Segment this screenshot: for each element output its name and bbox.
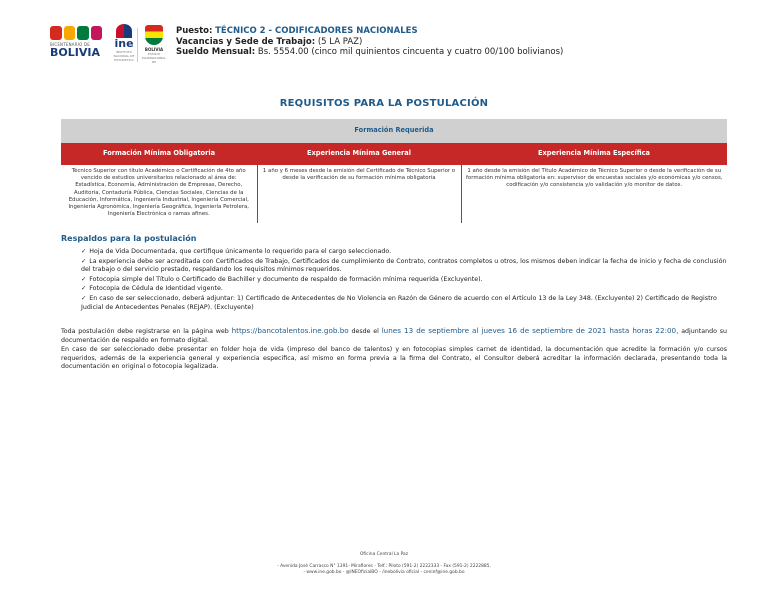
respaldos-section [61, 234, 731, 313]
estado-logo-text: BOLIVIA [144, 47, 164, 52]
registration-text-c: adjuntando su documentación de respaldo en formato digital. [61, 328, 727, 344]
page-footer [0, 552, 768, 576]
list-item-text: En caso de ser seleccionado, deberá adjuntar: 1) Certificado de Antecedentes de No Violencia en Razón de Género de acuerdo con el Artículo 13 de la Ley 348. (Excluyente) 2) Certificado de Registro Judicial de Antecedentes Penales (REJAP). (Excluyente) [81, 294, 717, 311]
list-item [81, 285, 731, 294]
logo-divider [137, 28, 138, 62]
table-column-header-row [61, 143, 727, 165]
checkmark-icon: ✓ [81, 275, 87, 283]
registration-text-b: desde el [351, 328, 379, 335]
sueldo-line [176, 47, 563, 58]
footer-address: - Avenida José Carrasco N° 1391- Miraflores - Telf.: Piloto (591-2) 2222333 - Fax (591-2) 2222885. [277, 564, 491, 569]
list-item-text: Hoja de Vida Documentada, que certifique únicamente lo requerido para el cargo seleccionado. [89, 248, 392, 255]
vacancias-value: (5 LA PAZ) [317, 36, 363, 47]
registration-paragraph [61, 327, 727, 345]
puesto-line [176, 26, 563, 37]
vacancias-label: Vacancias y Sede de Trabajo: [176, 36, 316, 47]
bicentenario-logo [50, 26, 102, 66]
estado-plurinacional-logo [140, 25, 168, 65]
ine-logo-subtext: INSTITUTO NACIONAL DE ESTADÍSTICA [113, 50, 135, 62]
formacion-requerida-header: Formación Requerida [61, 119, 727, 143]
list-item [81, 276, 731, 285]
list-item-text: Fotocopia simple del Título o Certificado de Bachiller y documento de respaldo de formación mínima requerida (Excluyente). [89, 275, 483, 283]
cell-formacion: Técnico Superior con título Académico o Certificación de 4to año vencido de estudios universitarios relacionado al área de: Estadística, Economía, Administración de Empresas, Derecho, Auditoria, Contaduría Pública, Ciencias Sociales, Ciencias de la Educación, Informática, Ingeniería Industrial, Ingeniería Comercial, Ingeniería Agronómica, Ingeniería Geográfica, Ingeniería Petrolera, Ingeniería Electrónica o ramas afines. [68, 168, 250, 218]
list-item-text: La experiencia debe ser acreditada con Certificados de Trabajo, Certificados de cumplimiento de Contrato, contratos completos u otros, los mismos deben indicar la fecha de inicio y fecha de conclusión del trabajo o del servicio prestado, respaldando los requisitos mínimos requeridos. [81, 257, 727, 274]
ine-logo-text: ine [114, 37, 134, 50]
bicentenario-text: BICENTENARIO DE [50, 42, 90, 47]
list-item-text: Fotocopia de Cédula de Identidad vigente. [89, 285, 223, 293]
list-item [81, 258, 731, 275]
table-row [61, 165, 727, 223]
ine-logo-mark [116, 24, 132, 38]
sueldo-value: Bs. 5554.00 (cinco mil quinientos cincuenta y cuatro 00/100 bolivianos) [257, 47, 564, 57]
ine-logo [112, 24, 136, 66]
checkmark-icon: ✓ [81, 248, 87, 255]
puesto-value: TÉCNICO 2 - CODIFICADORES NACIONALES [215, 26, 418, 36]
selection-paragraph: En caso de ser seleccionado debe presentar en folder hoja de vida (impreso del banco de talentos) y en fotocopias simples carnet de identidad, la documentación que acredite la formación y/o cursos requeridos, además de la experiencia general y experiencia especifica, así mismo en forma previa a la firma del Contrato, el Consultor deberá acreditar la información declarada, presentando toda la documentación en original o fotocopia legalizada. [61, 346, 727, 371]
bolivia-text: BOLIVIA [50, 46, 100, 59]
registration-text-a: Toda postulación debe registrarse en la página web [61, 328, 229, 335]
footer-contact: - www.ine.gob.bo - @INEOficialBO - /inebolivia oficial - ceninf@ine.gob.bo [303, 570, 465, 575]
page-title: REQUISITOS PARA LA POSTULACIÓN [279, 98, 489, 109]
vacancias-line [176, 37, 563, 48]
document-header [50, 22, 730, 68]
checkmark-icon: ✓ [81, 294, 87, 302]
coat-of-arms-icon [145, 25, 163, 45]
column-header-formacion: Formación Mínima Obligatoria [61, 143, 257, 165]
sueldo-label: Sueldo Mensual: [176, 47, 256, 57]
table-top-header-row [61, 119, 727, 143]
checkmark-icon: ✓ [81, 257, 87, 265]
bancotalentos-link[interactable]: https://bancotalentos.ine.gob.bo [231, 326, 349, 335]
column-header-experiencia-general: Experiencia Mínima General [257, 143, 461, 165]
column-header-experiencia-especifica: Experiencia Mínima Específica [461, 143, 727, 165]
estado-logo-subtext: ESTADO PLURINACIONAL DE [141, 52, 167, 64]
registration-date-range: lunes 13 de septiembre al jueves 16 de septiembre de 2021 hasta horas 22:00, [381, 326, 679, 335]
requirements-table [61, 119, 727, 223]
cell-experiencia-especifica: 1 año desde la emisión del Título Académico de Técnico Superior o desde la verificación de su formación mínima obligatoria en: supervisor de encuestas sociales y/o económicas y/o censos, codificación y/o consistencia y/o validación y/o monitor de datos. [461, 165, 727, 223]
list-item [81, 248, 731, 257]
footer-office: Oficina Central La Paz [359, 552, 409, 557]
job-info [176, 26, 563, 58]
respaldos-heading: Respaldos para la postulación [61, 234, 197, 243]
postulation-notes [61, 327, 727, 373]
cell-experiencia-general: 1 año y 6 meses desde la emisión del Certificado de Técnico Superior o desde la verificación de su formación mínima obligatoria [257, 165, 461, 223]
list-item [81, 295, 731, 312]
checkmark-icon: ✓ [81, 285, 87, 293]
bicentenario-color-mark [50, 26, 102, 40]
respaldos-list [61, 248, 731, 312]
puesto-label: Puesto: [176, 26, 213, 36]
